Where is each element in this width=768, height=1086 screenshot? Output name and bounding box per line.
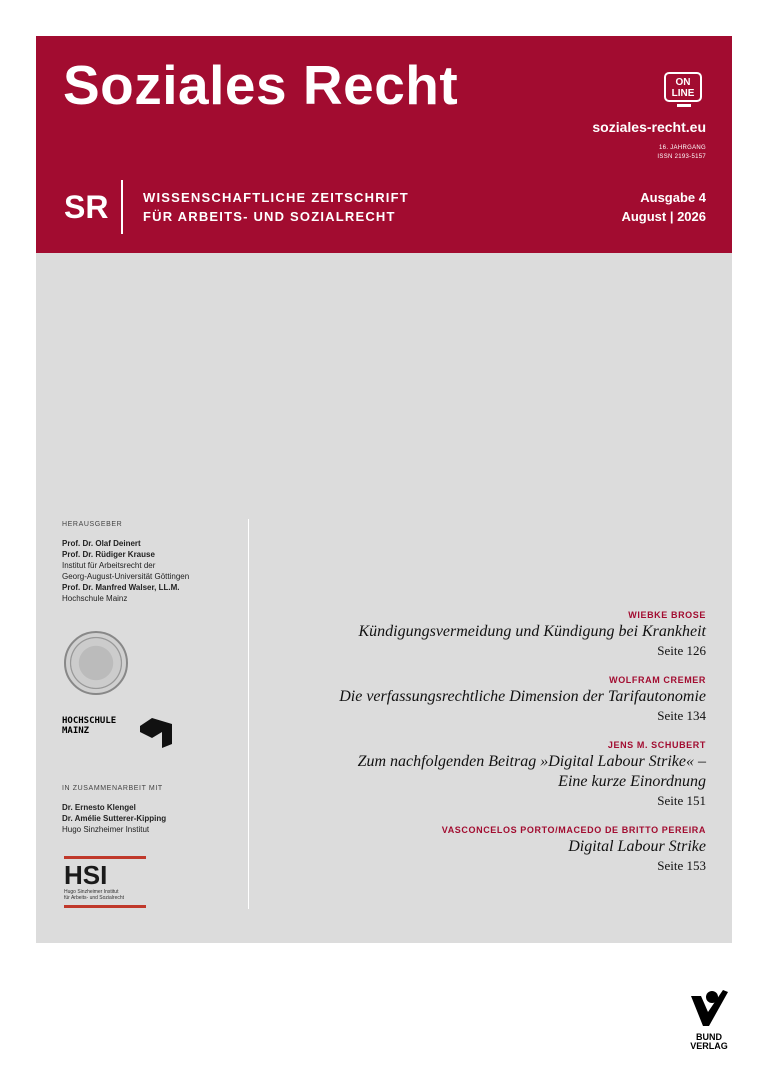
issue-date: August | 2026: [621, 209, 706, 224]
article-title: Kündigungsvermeidung und Kündigung bei Krankheit: [358, 623, 706, 640]
article-page: Seite 134: [657, 708, 706, 723]
bund-verlag-logo: [688, 988, 730, 1051]
article-title: Zum nachfolgenden Beitrag »Digital Labour Strike« –: [357, 753, 706, 770]
hsi-abbreviation: HSI: [64, 860, 108, 890]
journal-subtitle: [143, 188, 409, 226]
hs-line-1: HOCHSCHULE: [62, 716, 117, 726]
hsi-name-line-1: Hugo Sinzheimer Institut: [64, 889, 119, 895]
bund-verlag-check-icon: [689, 988, 729, 1028]
hochschule-mainz-wordmark: [62, 716, 116, 736]
article-entry[interactable]: [246, 674, 706, 725]
hs-line-2: MAINZ: [62, 726, 90, 736]
editor-name: Prof. Dr. Rüdiger Krause: [62, 550, 155, 559]
cooperation-label: IN ZUSAMMENARBEIT MIT: [62, 785, 163, 792]
subtitle-line-1: WISSENSCHAFTLICHE ZEITSCHRIFT: [143, 190, 409, 205]
hochschule-mainz-logo-icon: [138, 716, 174, 748]
article-entry[interactable]: [246, 824, 706, 875]
hsi-top-bar: [64, 856, 146, 859]
abbreviation-divider: [121, 180, 123, 234]
online-badge-icon: [664, 72, 702, 102]
publisher-line-2: VERLAG: [690, 1041, 728, 1051]
cover-header: [36, 36, 732, 253]
article-author: WIEBKE BROSE: [628, 610, 706, 620]
article-page: Seite 126: [657, 643, 706, 658]
editors-block: [62, 519, 242, 604]
editor-name: Prof. Dr. Manfred Walser, LL.M.: [62, 583, 180, 592]
article-entry[interactable]: [246, 609, 706, 660]
website-url[interactable]: soziales-recht.eu: [592, 119, 706, 135]
online-badge-stand: [677, 104, 691, 107]
institute-line: Institut für Arbeitsrecht der: [62, 561, 156, 570]
article-page: Seite 153: [657, 858, 706, 873]
coop-institute: Hugo Sinzheimer Institut: [62, 825, 150, 834]
journal-abbreviation: SR: [64, 189, 109, 225]
hsi-bottom-bar: [64, 905, 146, 908]
article-title: Digital Labour Strike: [568, 838, 706, 855]
article-entry[interactable]: [246, 739, 706, 810]
journal-title: Soziales Recht: [63, 54, 459, 116]
article-title: Die verfassungsrechtliche Dimension der Tarifautonomie: [339, 688, 706, 705]
article-title-continued: Eine kurze Einordnung: [558, 773, 706, 790]
cooperation-block: [62, 783, 242, 835]
article-author: VASCONCELOS PORTO/MACEDO DE BRITTO PEREIRA: [441, 825, 706, 835]
issue-info: [621, 188, 706, 226]
article-author: JENS M. SCHUBERT: [607, 740, 706, 750]
online-badge-text: ON LINE: [671, 77, 695, 99]
coop-name: Dr. Amélie Sutterer-Kipping: [62, 814, 167, 823]
editor-name: Prof. Dr. Olaf Deinert: [62, 539, 141, 548]
issue-label: Ausgabe 4: [640, 190, 706, 205]
cover-body: [36, 253, 732, 943]
institute-line: Hochschule Mainz: [62, 594, 128, 603]
hsi-name: [64, 889, 146, 901]
hsi-name-line-2: für Arbeits- und Sozialrecht: [64, 895, 125, 901]
editors-label: HERAUSGEBER: [62, 521, 123, 528]
hsi-logo: [64, 856, 146, 908]
issn: ISSN 2193-5157: [657, 154, 706, 160]
article-author: WOLFRAM CREMER: [609, 675, 706, 685]
institute-line: Georg-August-Universität Göttingen: [62, 572, 190, 581]
volume-info: [657, 144, 706, 162]
table-of-contents: [246, 609, 706, 889]
university-seal-icon: [64, 631, 128, 695]
article-page: Seite 151: [657, 793, 706, 808]
publisher-line-1: BUND: [696, 1032, 722, 1042]
jahrgang: 16. JAHRGANG: [659, 145, 706, 151]
subtitle-line-2: FÜR ARBEITS- UND SOZIALRECHT: [143, 209, 396, 224]
coop-name: Dr. Ernesto Klengel: [62, 803, 136, 812]
